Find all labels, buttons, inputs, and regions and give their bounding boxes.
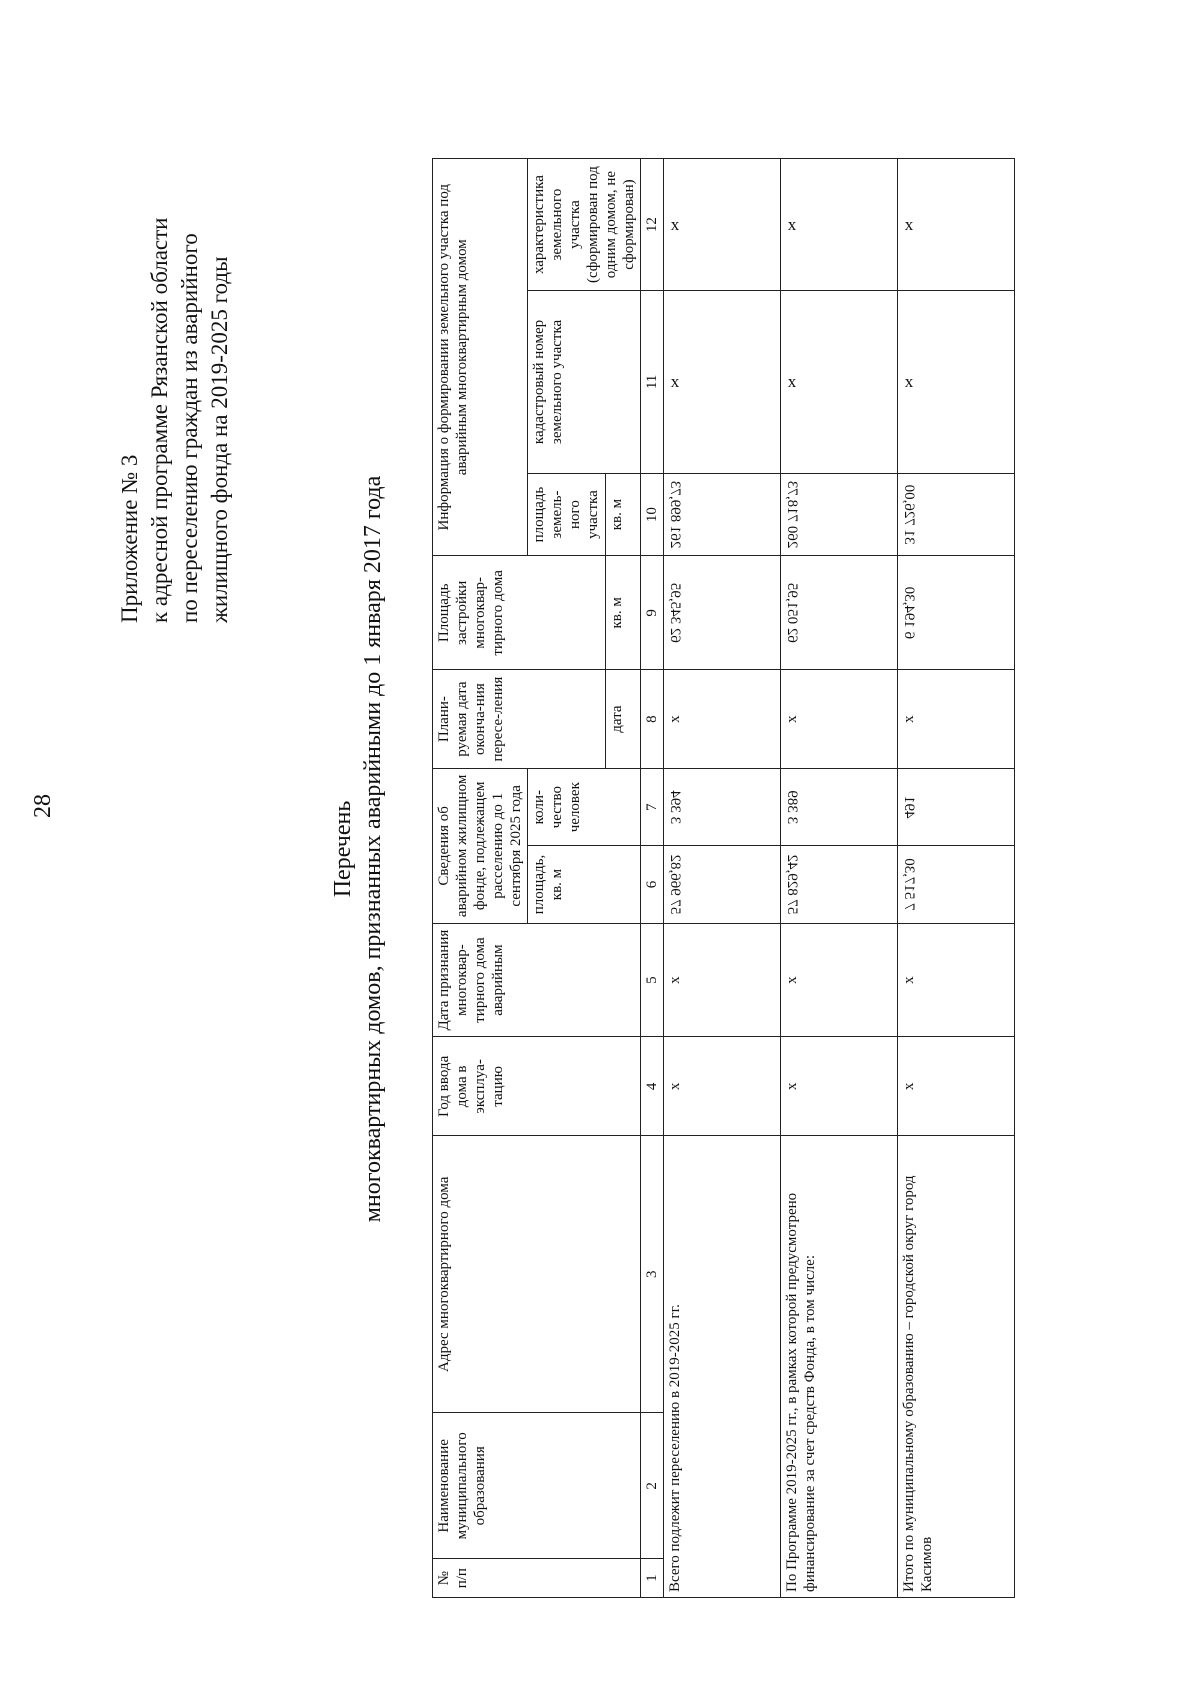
- cell-end-date: x: [664, 670, 781, 769]
- header-people: коли-чество человек: [528, 769, 641, 846]
- cell-people: [664, 769, 781, 846]
- cell-people-value: 3 389: [784, 790, 800, 825]
- cell-people: [781, 769, 898, 846]
- document-title: [328, 0, 388, 1698]
- cell-land-area: [664, 473, 781, 556]
- cell-people-value: 3 394: [667, 790, 683, 825]
- column-number: 1: [641, 1559, 664, 1598]
- cell-built-area: [898, 556, 1015, 670]
- annex-line: к адресной программе Рязанской области: [147, 217, 172, 623]
- column-number: 5: [641, 923, 664, 1037]
- cell-built-area-value: 62 051,95: [784, 582, 800, 643]
- cell-year: x: [664, 1037, 781, 1136]
- cell-area-value: 57 966,82: [667, 854, 683, 915]
- emergency-houses-table: [432, 158, 1015, 1598]
- title-subline: многоквартирных домов, признанных аварийными до 1 января 2017 года: [360, 475, 386, 1223]
- cell-cadastral: [781, 291, 898, 474]
- column-number: 4: [641, 1037, 664, 1136]
- row-label: Итого по муниципальному образованию – городской округ город Касимов: [898, 1136, 1015, 1598]
- row-label: По Программе 2019-2025 гг., в рамках которой предусмотрено финансирование за счет средств Фонда, в том числе:: [781, 1136, 898, 1598]
- header-land-area: площадь земель-ного участка: [528, 473, 606, 556]
- cell-year: x: [781, 1037, 898, 1136]
- cell-land-area-value: 261 899,73: [667, 480, 683, 549]
- unit-sqm: кв. м: [605, 473, 640, 556]
- column-number: 6: [641, 846, 664, 923]
- cell-people-value: 491: [901, 795, 917, 819]
- column-number: 12: [641, 159, 664, 291]
- cell-cadastral-value: x: [670, 371, 680, 391]
- cell-land-char: [664, 159, 781, 291]
- cell-people: [898, 769, 1015, 846]
- annex-line: жилищного фонда на 2019-2025 годы: [207, 256, 232, 623]
- header-built-area: Площадь застройки многоквар-тирного дома: [433, 556, 606, 670]
- column-number: 8: [641, 670, 664, 769]
- annex-line: по переселению граждан из аварийного: [177, 233, 202, 623]
- table-row: [898, 159, 1015, 1598]
- cell-built-area-value: 6 194,30: [901, 586, 917, 640]
- header-municipality: Наименование муниципального образования: [433, 1413, 641, 1559]
- cell-recognition-date: x: [664, 923, 781, 1037]
- unit-date: дата: [605, 670, 640, 769]
- cell-area: [781, 846, 898, 923]
- cell-area-value: 7 517,30: [901, 858, 917, 911]
- row-label: Всего подлежит переселению в 2019-2025 гг.: [664, 1136, 781, 1598]
- column-number: 9: [641, 556, 664, 670]
- cell-built-area: [664, 556, 781, 670]
- cell-land-area-value: 31 726,00: [901, 484, 917, 545]
- cell-land-char-value: x: [670, 214, 680, 234]
- cell-cadastral: [664, 291, 781, 474]
- cell-end-date: x: [898, 670, 1015, 769]
- column-number: 11: [641, 291, 664, 474]
- cell-land-area-value: 260 718,73: [784, 480, 800, 549]
- cell-cadastral-value: x: [787, 371, 797, 391]
- cell-area: [664, 846, 781, 923]
- cell-area: [898, 846, 1015, 923]
- header-emergency-info: Сведения об аварийном жилищном фонде, подлежащем расселению до 1 сентября 2025 года: [433, 769, 528, 924]
- cell-cadastral: [898, 291, 1015, 474]
- header-land-info: Информация о формировании земельного участка под аварийным многоквартирным домом: [433, 159, 528, 556]
- page-number: 28: [30, 794, 56, 818]
- cell-land-char-value: x: [904, 214, 914, 234]
- cell-land-area: [898, 473, 1015, 556]
- table-row: [781, 159, 898, 1598]
- header-land-char: характеристика земельного участка (сформирован под одним домом, не сформирован): [528, 159, 641, 291]
- column-number: 2: [641, 1413, 664, 1559]
- header-cadastral: кадастровый номер земельного участка: [528, 291, 641, 474]
- header-recognition-date: Дата признания многоквар-тирного дома аварийным: [433, 923, 641, 1037]
- cell-built-area: [781, 556, 898, 670]
- cell-land-area: [781, 473, 898, 556]
- annex-line: Приложение № 3: [117, 454, 142, 623]
- column-number: 10: [641, 473, 664, 556]
- cell-year: x: [898, 1037, 1015, 1136]
- annex-header: [115, 218, 235, 623]
- cell-recognition-date: x: [781, 923, 898, 1037]
- header-year: Год ввода дома в эксплуа-тацию: [433, 1037, 641, 1136]
- header-address: Адрес многоквартирного дома: [433, 1136, 641, 1413]
- cell-recognition-date: x: [898, 923, 1015, 1037]
- column-number: 7: [641, 769, 664, 846]
- cell-built-area-value: 62 345,95: [667, 582, 683, 643]
- column-number: 3: [641, 1136, 664, 1413]
- header-area: площадь, кв. м: [528, 846, 641, 923]
- unit-sqm: кв. м: [605, 556, 640, 670]
- cell-land-char-value: x: [787, 214, 797, 234]
- title-line: Перечень: [330, 800, 356, 898]
- cell-cadastral-value: x: [904, 371, 914, 391]
- cell-land-char: [898, 159, 1015, 291]
- cell-area-value: 57 829,42: [784, 854, 800, 915]
- cell-end-date: x: [781, 670, 898, 769]
- header-num: № п/п: [433, 1559, 641, 1598]
- table-row: [664, 159, 781, 1598]
- cell-land-char: [781, 159, 898, 291]
- header-end-date: Плани-руемая дата оконча-ния пересе-ления: [433, 670, 606, 769]
